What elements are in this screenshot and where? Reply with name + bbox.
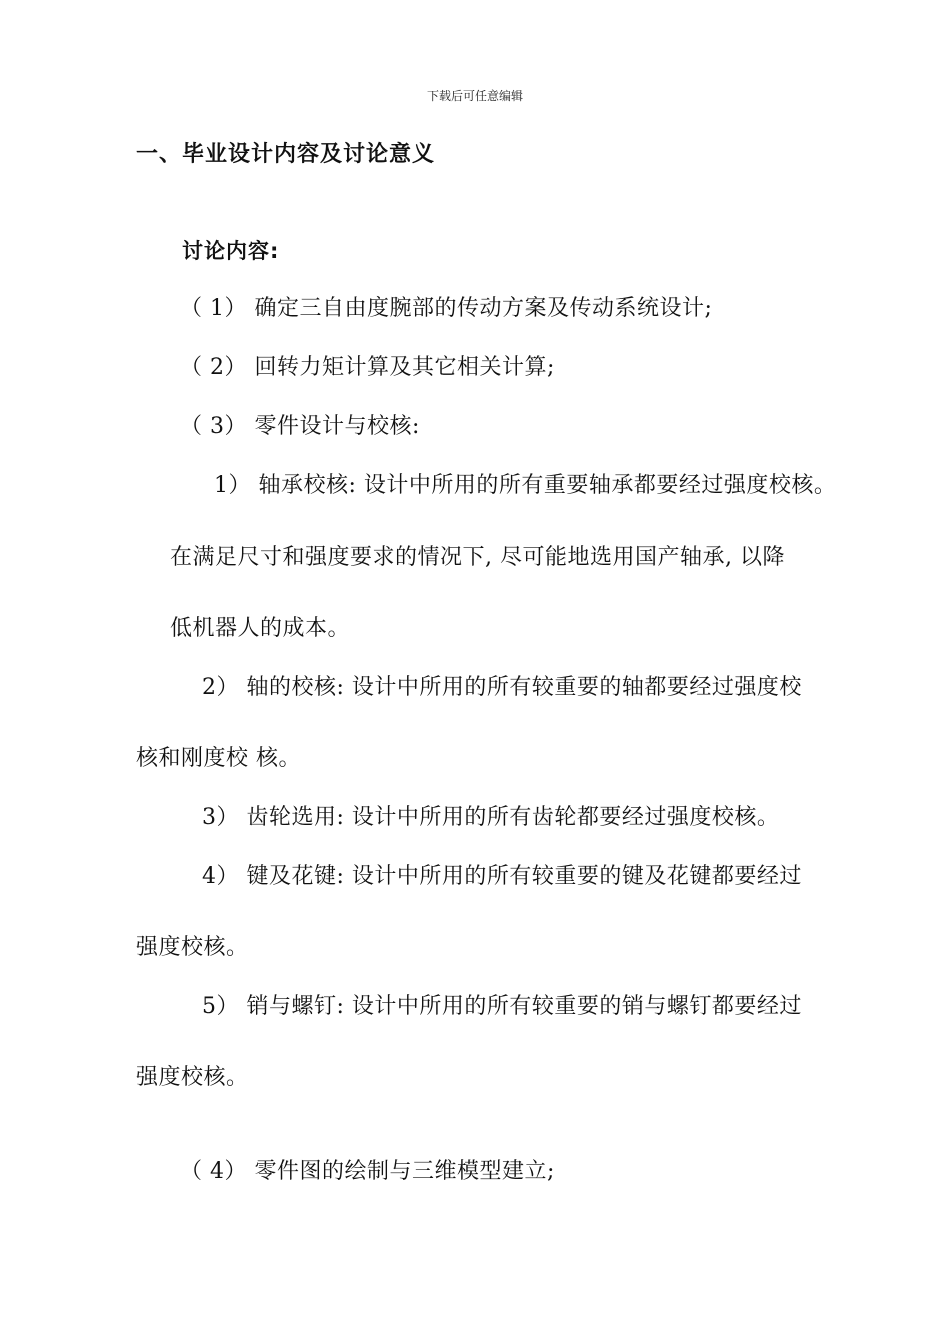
list-item-2: （ 2） 回转力矩计算及其它相关计算; <box>180 355 555 380</box>
sub-item-3-line-1: 3） 齿轮选用: 设计中所用的所有齿轮都要经过强度校核。 <box>202 805 780 830</box>
sub-item-5-line-2: 强度校核。 <box>136 1065 249 1090</box>
subsection-title: 讨论内容: <box>182 239 280 263</box>
sub-item-2-line-2: 核和刚度校 核。 <box>136 746 301 771</box>
sub-item-1-line-2: 在满足尺寸和强度要求的情况下, 尽可能地选用国产轴承, 以降 <box>170 545 785 570</box>
sub-item-4-line-2: 强度校核。 <box>136 935 249 960</box>
list-item-3: （ 3） 零件设计与校核: <box>180 414 420 439</box>
sub-item-4-line-1: 4） 键及花键: 设计中所用的所有较重要的键及花键都要经过 <box>202 864 802 889</box>
sub-item-1-line-1: 1） 轴承校核: 设计中所用的所有重要轴承都要经过强度校核。 <box>214 473 837 498</box>
sub-item-5-line-1: 5） 销与螺钉: 设计中所用的所有较重要的销与螺钉都要经过 <box>202 994 802 1019</box>
section-title: 一、毕业设计内容及讨论意义 <box>136 142 436 167</box>
sub-item-1-line-3: 低机器人的成本。 <box>170 616 351 641</box>
list-item-1: （ 1） 确定三自由度腕部的传动方案及传动系统设计; <box>180 296 713 321</box>
sub-item-2-line-1: 2） 轴的校核: 设计中所用的所有较重要的轴都要经过强度校 <box>202 675 802 700</box>
header-note: 下载后可任意编辑 <box>426 89 523 103</box>
list-item-4: （ 4） 零件图的绘制与三维模型建立; <box>180 1159 555 1184</box>
